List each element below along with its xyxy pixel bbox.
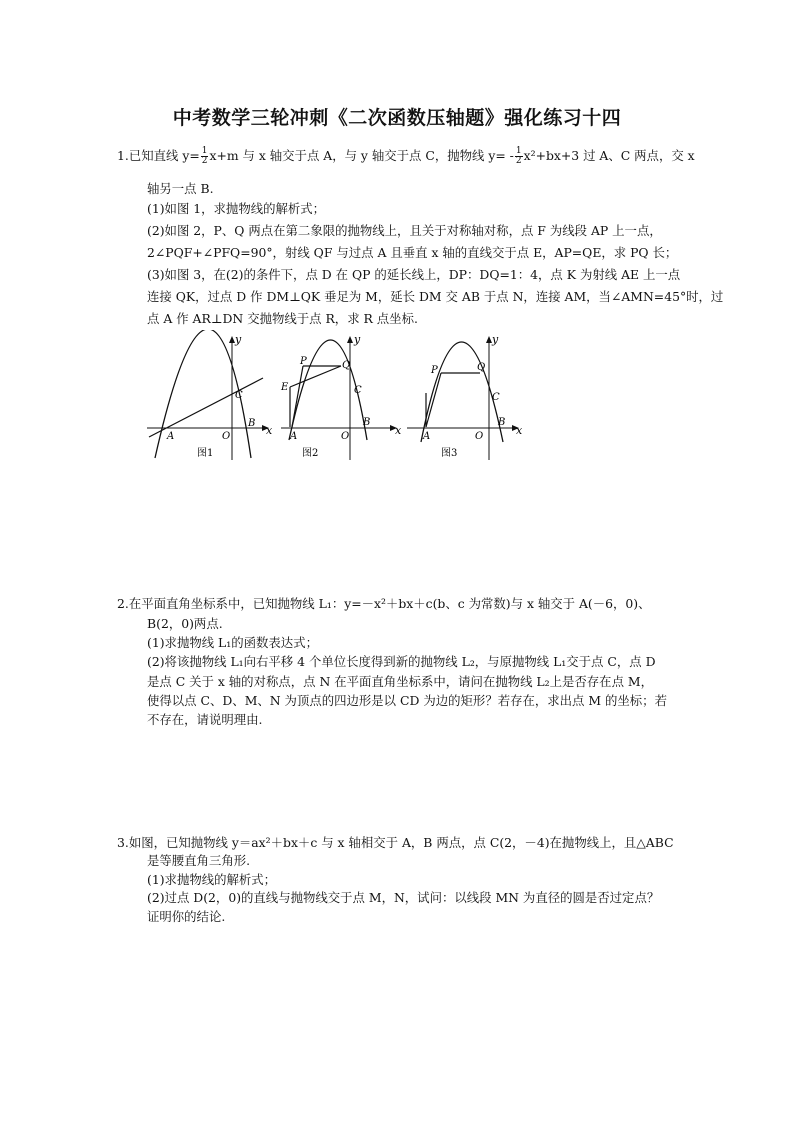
segment-eq: [290, 366, 341, 387]
q2-line-5: 是点 C 关于 x 轴的对称点，点 N 在平面直角坐标系中，请问在抛物线 L₂上是否存在点 M，: [147, 674, 653, 689]
label-b: B: [248, 418, 256, 429]
figure-2: [275, 330, 405, 462]
q1-line-6: (3)如图 3，在(2)的条件下，点 D 在 QP 的延长线上，DP：DQ=1：4，点 K 为射线 AE 上一点: [147, 267, 681, 282]
q1-line-3: (1)如图 1，求抛物线的解析式；: [147, 201, 326, 216]
label-y: y: [354, 333, 361, 346]
label-o: O: [341, 431, 350, 442]
q1-fraction-2: $\frac{1}{2}$: [515, 146, 522, 166]
figure-3: [405, 330, 530, 462]
label-c: C: [492, 392, 500, 403]
segment-ap: [292, 366, 303, 427]
label-a: A: [167, 431, 175, 442]
label-p: P: [431, 365, 438, 376]
label-c: C: [354, 385, 362, 396]
label-b: B: [363, 417, 371, 428]
caption-fig2: 图2: [302, 448, 319, 459]
parabola: [421, 342, 506, 442]
label-y: y: [235, 333, 242, 346]
q1-line-8: 点 A 作 AR⊥DN 交抛物线于点 R，求 R 点坐标.: [147, 311, 418, 326]
label-q: Q: [342, 360, 351, 371]
figure-1: [145, 330, 275, 462]
label-c: C: [235, 390, 243, 401]
q1-line-4: (2)如图 2，P、Q 两点在第二象限的抛物线上，且关于对称轴对称，点 F 为线段 AP 上一点，: [147, 223, 662, 238]
q3-line-1: 3.如图，已知抛物线 y＝ax²＋bx＋c 与 x 轴相交于 A，B 两点，点 C(2，－4)在抛物线上，且△ABC: [117, 835, 674, 850]
label-b: B: [498, 417, 506, 428]
q1-line-1: [117, 147, 695, 166]
q2-line-4: (2)将该抛物线 L₁向右平移 4 个单位长度得到新的抛物线 L₂，与原抛物线 L₁交于点 C，点 D: [147, 654, 656, 669]
label-e: E: [281, 382, 289, 393]
label-a: A: [290, 431, 298, 442]
q2-line-3: (1)求抛物线 L₁的函数表达式；: [147, 635, 318, 650]
q1-fraction: $\frac{1}{2}$: [201, 146, 208, 166]
label-x: x: [395, 424, 402, 437]
label-o: O: [475, 431, 484, 442]
q1-text-b: x+m 与 x 轴交于点 A，与 y 轴交于点 C，抛物线 y= -: [209, 148, 514, 163]
label-o: O: [222, 431, 231, 442]
label-x: x: [266, 424, 273, 437]
label-y: y: [492, 333, 499, 346]
q1-text-a: 1.已知直线 y=: [117, 148, 200, 163]
label-a: A: [423, 431, 431, 442]
q1-line-2: 轴另一点 B.: [147, 181, 214, 196]
q2-line-6: 使得以点 C、D、M、N 为顶点的四边形是以 CD 为边的矩形？若存在，求出点 M 的坐标；若: [147, 693, 667, 708]
page-title: 中考数学三轮冲刺《二次函数压轴题》强化练习十四: [172, 107, 622, 129]
segment-ap: [426, 373, 441, 427]
q2-line-2: B(2，0)两点.: [147, 616, 223, 631]
q1-text-c: x²+bx+3 过 A、C 两点，交 x: [523, 148, 695, 163]
caption-fig1: 图1: [197, 448, 214, 459]
q2-line-7: 不存在，请说明理由.: [147, 712, 263, 727]
label-p: P: [300, 356, 307, 367]
q3-line-3: (1)求抛物线的解析式；: [147, 872, 277, 887]
label-q: Q: [477, 362, 486, 373]
q1-line-5: 2∠PQF+∠PFQ=90°，射线 QF 与过点 A 且垂直 x 轴的直线交于点 E，AP=QE，求 PQ 长；: [147, 245, 678, 260]
q2-line-1: 2.在平面直角坐标系中，已知抛物线 L₁：y=－x²＋bx＋c(b、c 为常数)与 x 轴交于 A(－6，0)、: [117, 596, 651, 611]
y-axis-arrow: [347, 336, 353, 343]
q3-line-2: 是等腰直角三角形.: [147, 853, 251, 868]
q3-line-5: 证明你的结论.: [147, 909, 226, 924]
q3-line-4: (2)过点 D(2，0)的直线与抛物线交于点 M，N，试问：以线段 MN 为直径的圆是否过定点？: [147, 890, 660, 905]
caption-fig3: 图3: [441, 448, 458, 459]
q1-line-7: 连接 QK，过点 D 作 DM⊥QK 垂足为 M，延长 DM 交 AB 于点 N，连接 AM，当∠AMN=45°时，过: [147, 289, 724, 304]
label-x: x: [516, 424, 523, 437]
